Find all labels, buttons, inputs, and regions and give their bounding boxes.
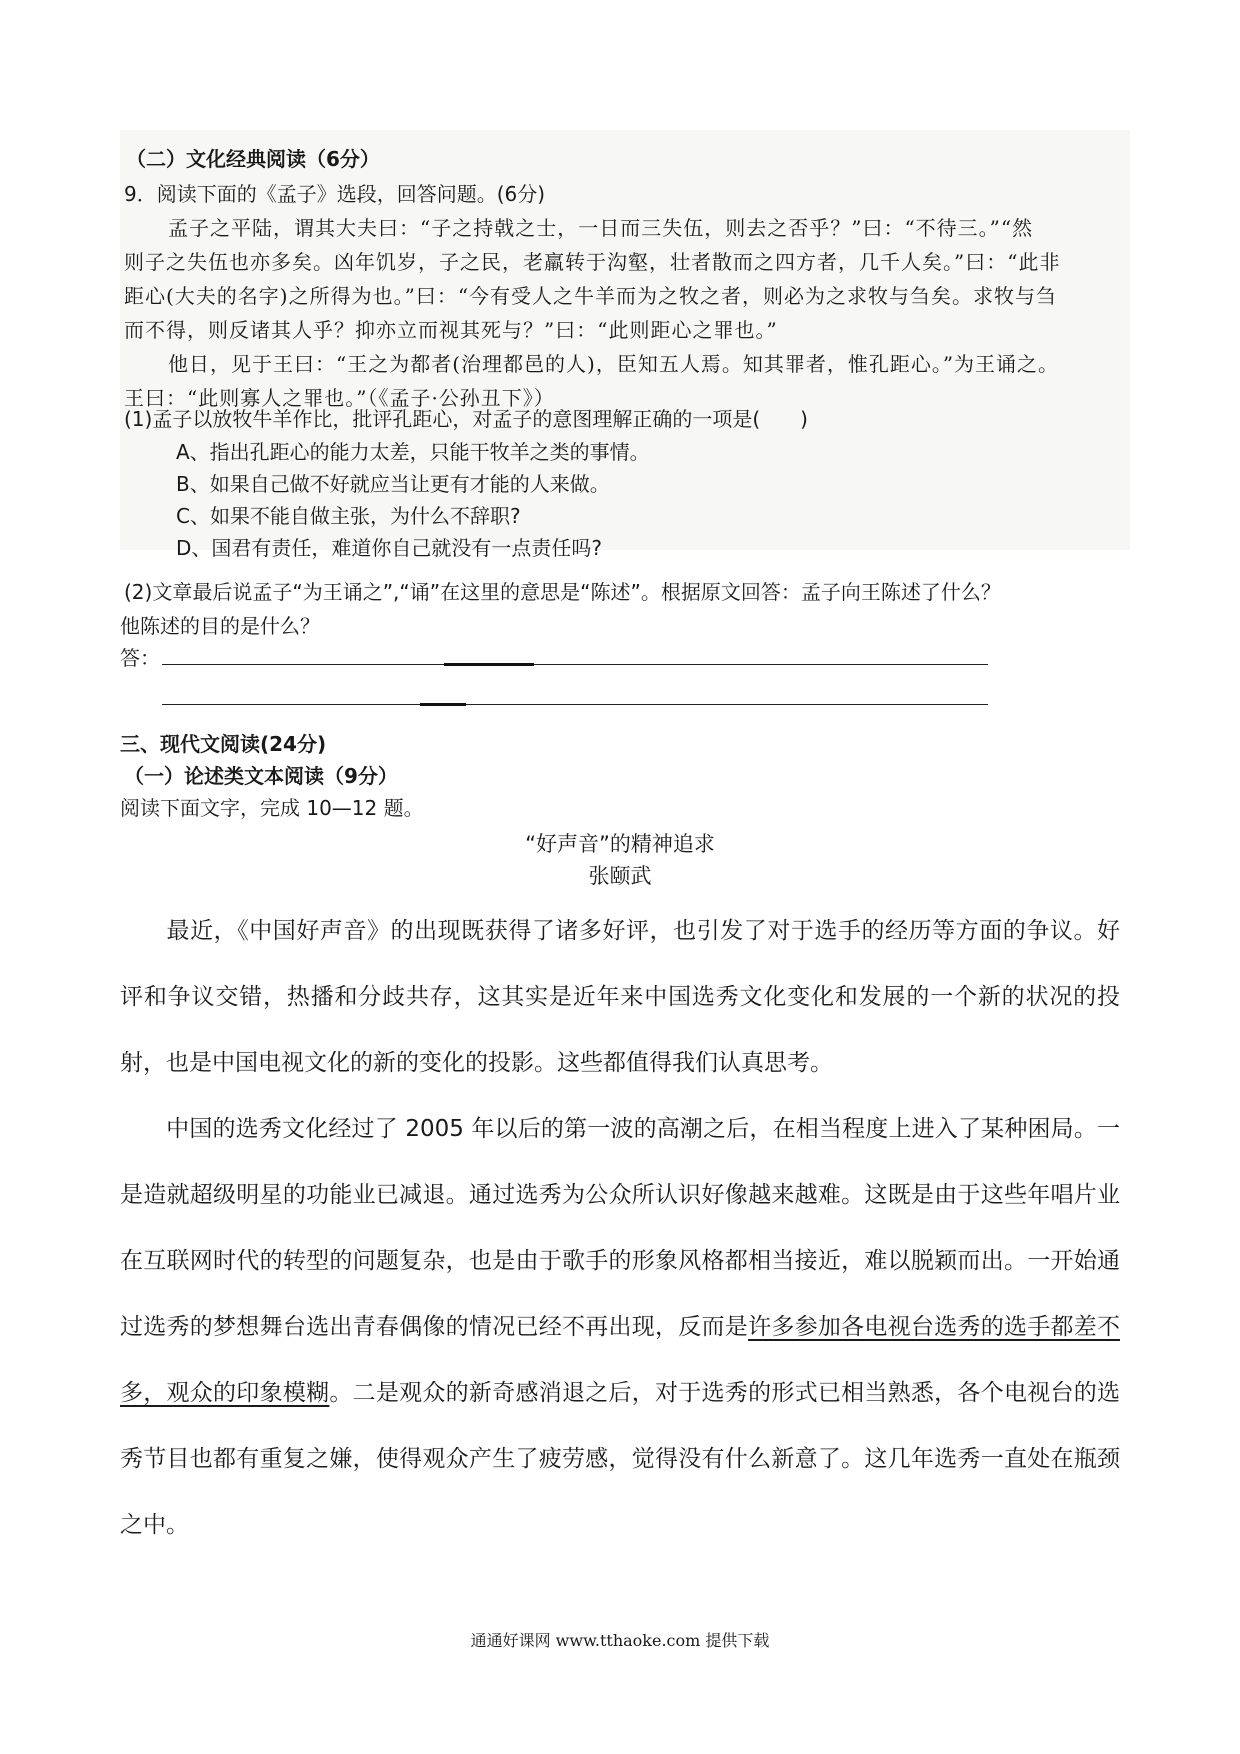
question-9-2-cont: 他陈述的目的是什么？ (120, 614, 320, 638)
option-a: A、指出孔距心的能力太差，只能干牧羊之类的事情。 (176, 440, 650, 464)
passage-line: 王曰：“此则寡人之罪也。”（《孟子·公孙丑下》） (124, 386, 555, 410)
paragraph-text: 最近，《中国好声音》的出现既获得了诸多好评，也引发了对于选手的经历等方面的争议。好评和争议交错，热播和分歧共存，这其实是近年来中国选秀文化变化和发展的一个新的状况的投射，也是中国电视文化的新的变化的投影。这些都值得我们认真思考。 (120, 918, 1120, 1076)
passage-line: 距心(大夫的名字)之所得为也。”曰：“今有受人之牛羊而为之牧之者，则必为之求牧与刍矣。求牧与刍 (124, 284, 1058, 308)
article-paragraph-1 (120, 898, 1120, 1096)
paragraph-text: 。二是观众的新奇感消退之后，对于选秀的形式已相当熟悉，各个电视台的选秀节目也都有重复之嫌，使得观众产生了疲劳感，觉得没有什么新意了。这几年选秀一直处在瓶颈之中。 (120, 1380, 1121, 1538)
question-9-header: 9．阅读下面的《孟子》选段，回答问题。(6分) (124, 182, 546, 206)
underlined-text: 许多参加各电视台选秀的选手都差不多，观众的印象模糊 (120, 1314, 1121, 1406)
passage-line: 则子之失伍也亦多矣。凶年饥岁，子之民，老羸转于沟壑，壮者散而之四方者，几千人矣。”曰：“此非 (124, 250, 1061, 274)
answer-line-mark (420, 703, 466, 706)
section-title-modern: 三、现代文阅读(24分) (120, 732, 327, 756)
answer-label: 答： (120, 646, 160, 670)
footer-credit: 通通好课网 www.tthaoke.com 提供下载 (470, 1631, 770, 1650)
answer-line-mark (444, 663, 534, 666)
article-author: 张颐武 (588, 864, 652, 888)
article-title: “好声音”的精神追求 (525, 832, 715, 856)
section-title-classical: （二）文化经典阅读（6分） (126, 147, 380, 171)
reading-instruction: 阅读下面文字，完成 10—12 题。 (120, 796, 424, 820)
paragraph-text: 中国的选秀文化经过了 2005 年以后的第一波的高潮之后，在相当程度上进入了某种困局。一是造就超级明星的功能业已减退。通过选秀为公众所认识好像越来越难。这既是由于这些年唱片业在互联网时代的转型的问题复杂，也是由于歌手的形象风格都相当接近，难以脱颖而出。一开始通过选秀的梦想舞台选出青春偶像的情况已经不再出现，反而是 (120, 1116, 1120, 1340)
article-paragraph-2 (120, 1096, 1120, 1558)
passage-line: 他日，见于王曰：“王之为都者(治理都邑的人)，臣知五人焉。知其罪者，惟孔距心。”为王诵之。 (168, 352, 1060, 376)
option-c: C、如果不能自做主张，为什么不辞职? (176, 504, 521, 528)
question-9-2: (2)文章最后说孟子“为王诵之”,“诵”在这里的意思是“陈述”。根据原文回答：孟子向王陈述了什么？ (124, 580, 1001, 604)
option-b: B、如果自己做不好就应当让更有才能的人来做。 (176, 472, 610, 496)
question-9-1: (1)孟子以放牧牛羊作比，批评孔距心，对孟子的意图理解正确的一项是( ) (124, 407, 808, 431)
answer-line[interactable] (162, 664, 988, 665)
passage-line: 而不得，则反诸其人乎？抑亦立而视其死与？”曰：“此则距心之罪也。” (124, 318, 778, 342)
passage-line: 孟子之平陆，谓其大夫曰：“子之持戟之士，一日而三失伍，则去之否乎？”曰：“不待三。”“然 (168, 216, 1034, 240)
answer-line[interactable] (162, 704, 988, 705)
subsection-title: （一）论述类文本阅读（9分） (124, 764, 398, 788)
option-d: D、国君有责任，难道你自己就没有一点责任吗? (176, 536, 603, 560)
